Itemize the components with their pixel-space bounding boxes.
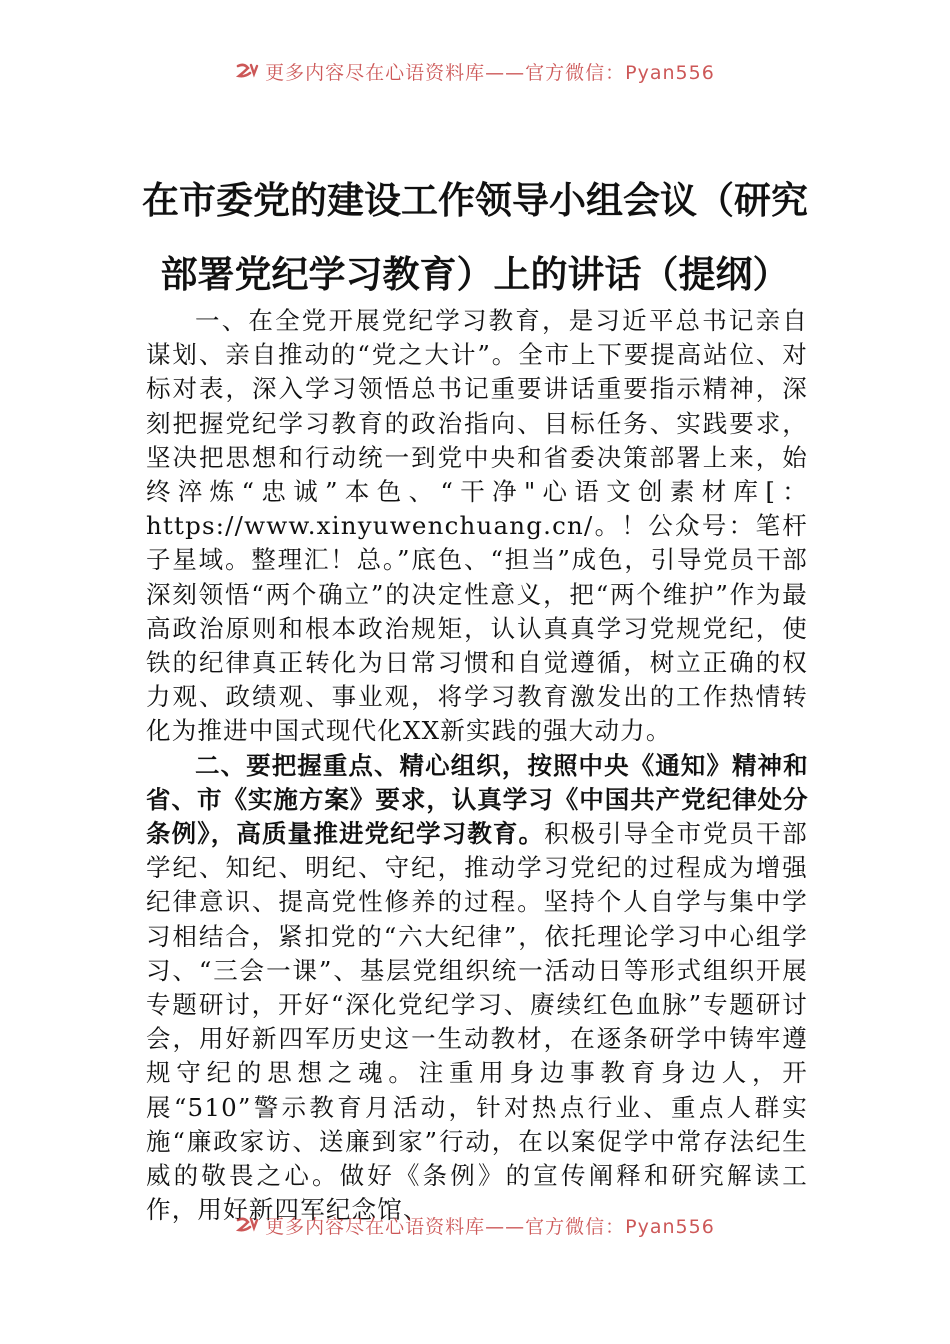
watermark-text: 更多内容尽在心语资料库——官方微信：Pyan556 [265,1216,715,1238]
watermark-bottom [0,1212,950,1239]
paragraph-2 [146,749,808,1228]
paragraph-2-heading: 二、要把握重点、精心组织，按照中央《通知》精神和省、市《实施方案》要求，认真学习《中国共产党纪律处分条例》，高质量推进党纪学习教育。 [146,750,808,849]
paragraph-2-text: 积极引导全市党员干部学纪、知纪、明纪、守纪，推动学习党纪的过程成为增强纪律意识、提高党性修养的过程。坚持个人自学与集中学习相结合，紧扣党的“六大纪律”，依托理论学习中心组学习、“三会一课”、基层党组织统一活动日等形式组织开展专题研讨，开好“深化党纪学习、赓续红色血脉”专题研讨会，用好新四军历史这一生动教材，在逐条研学中铸牢遵规守纪的思想之魂。注重用身边事教育身边人，开展“510”警示教育月活动，针对热点行业、重点人群实施“廉政家访、送廉到家”行动，在以案促学中常存法纪生威的敬畏之心。做好《条例》的宣传阐释和研究解读工作，用好新四军纪念馆、 [146,819,809,1225]
logo-icon [235,1216,259,1236]
document-title-line-1: 在市委党的建设工作领导小组会议（研究 [142,178,808,222]
paragraph-1: 一、在全党开展党纪学习教育，是习近平总书记亲自谋划、亲自推动的“党之大计”。全市上下要提高站位、对标对表，深入学习领悟总书记重要讲话重要指示精神，深刻把握党纪学习教育的政治指向、目标任务、实践要求，坚决把思想和行动统一到党中央和省委决策部署上来，始终淬炼“忠诚”本色、“干净"心语文创素材库[：https://www.xinyuwenchuang.cn/。！公众号：笔杆子星域。整理汇！总。”底色、“担当”成色，引导党员干部深刻领悟“两个确立”的决定性意义，把“两个维护”作为最高政治原则和根本政治规矩，认认真真学习党规党纪，使铁的纪律真正转化为日常习惯和自觉遵循，树立正确的权力观、政绩观、事业观，将学习教育激发出的工作热情转化为推进中国式现代化XX新实践的强大动力。 [146,306,808,746]
watermark-top [0,58,950,85]
watermark-text: 更多内容尽在心语资料库——官方微信：Pyan556 [265,62,715,84]
logo-icon [235,62,259,82]
document-title-line-2: 部署党纪学习教育）上的讲话（提纲） [160,252,790,296]
document-body [146,304,808,1227]
